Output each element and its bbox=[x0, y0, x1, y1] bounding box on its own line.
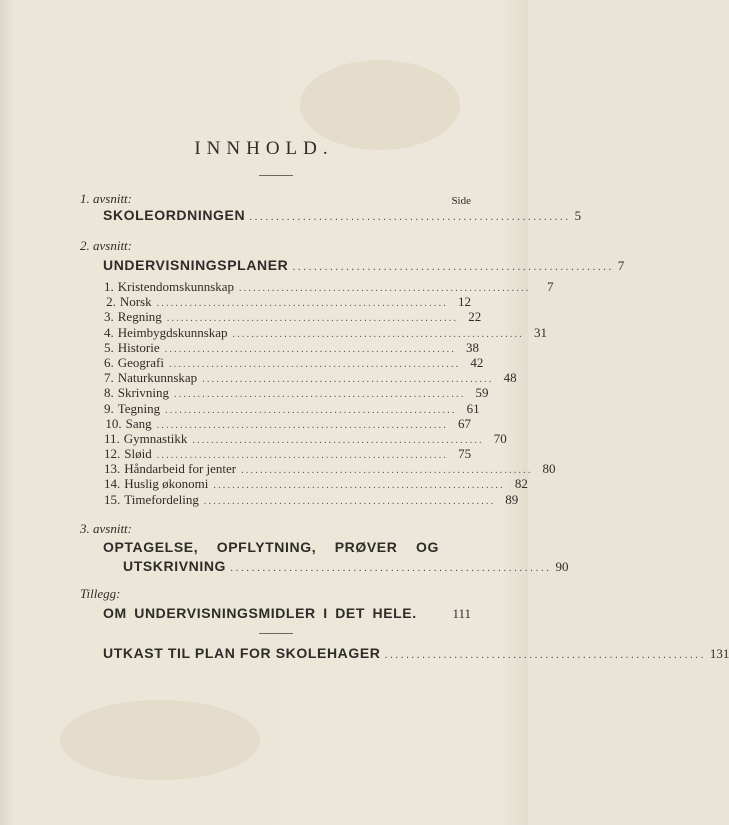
subject-page: 22 bbox=[468, 309, 482, 325]
subject-number: 2. bbox=[106, 294, 116, 310]
side-column-label: Side bbox=[451, 195, 471, 207]
toc-entry-subject[interactable] bbox=[104, 294, 471, 309]
subject-label: Naturkunnskap bbox=[117, 370, 198, 386]
toc-entry-skolehager[interactable] bbox=[103, 645, 729, 662]
toc-entry-subject[interactable] bbox=[104, 339, 480, 355]
subject-number: 8. bbox=[104, 385, 114, 401]
paper-stain bbox=[60, 700, 260, 780]
page-title: INNHOLD. bbox=[194, 138, 334, 159]
section-3-page: 90 bbox=[555, 559, 569, 574]
subject-page: 82 bbox=[514, 476, 528, 492]
section-3-heading-line1: OPTAGELSE, OPFLYTNING, PRØVER OG bbox=[103, 539, 439, 555]
subject-label: Skrivning bbox=[117, 385, 170, 401]
paper-stain bbox=[300, 60, 460, 150]
section-3-heading-line2-row bbox=[123, 558, 569, 575]
toc-entry-skoleordningen[interactable] bbox=[103, 207, 582, 224]
toc-entry-subject[interactable] bbox=[104, 385, 489, 401]
section-3-heading-line2: UTSKRIVNING bbox=[123, 558, 227, 574]
toc-entry-subject[interactable] bbox=[104, 279, 554, 294]
dot-leader: ............................................................ bbox=[230, 562, 552, 574]
subject-page: 42 bbox=[470, 354, 484, 370]
subject-number: 11. bbox=[104, 430, 120, 446]
subject-number: 6. bbox=[104, 354, 114, 370]
toc-entry-subject[interactable] bbox=[104, 354, 484, 370]
toc-entry-subject[interactable] bbox=[104, 461, 556, 477]
subject-page: 38 bbox=[466, 339, 480, 355]
subject-label: Geografi bbox=[117, 354, 164, 370]
dot-leader: .............................................................. bbox=[166, 313, 459, 325]
subject-number: 14. bbox=[104, 476, 121, 492]
toc-entry-undervisningsplaner[interactable] bbox=[103, 257, 625, 274]
section-1-label: 1. avsnitt: bbox=[80, 191, 132, 206]
dot-leader: ............................................................ bbox=[249, 211, 571, 223]
subject-label: Gymnastikk bbox=[123, 430, 188, 446]
section-2-page: 7 bbox=[617, 258, 625, 273]
subject-label: Tegning bbox=[117, 400, 161, 416]
dot-leader: ............................................................ bbox=[384, 649, 706, 661]
subject-number: 3. bbox=[104, 309, 114, 325]
toc-entry-subject[interactable] bbox=[104, 476, 528, 492]
dot-leader: .............................................................. bbox=[165, 404, 457, 416]
subject-number: 4. bbox=[104, 324, 114, 340]
subject-page: 61 bbox=[466, 400, 480, 416]
utkast-page: 131 bbox=[709, 646, 729, 661]
subject-number: 7. bbox=[104, 370, 114, 386]
dot-leader: ............................................................ bbox=[292, 261, 614, 273]
toc-entry-subject[interactable] bbox=[104, 416, 471, 431]
subject-page: 89 bbox=[505, 491, 519, 507]
subject-label: Sløid bbox=[124, 446, 152, 462]
toc-entry-subject[interactable] bbox=[104, 370, 517, 386]
toc-entry-subject[interactable] bbox=[104, 446, 471, 461]
dot-leader: .............................................................. bbox=[156, 298, 448, 310]
dot-leader: .............................................................. bbox=[174, 389, 466, 401]
subject-label: Håndarbeid for jenter bbox=[124, 461, 237, 477]
subject-number: 9. bbox=[104, 400, 114, 416]
dot-leader: .............................................................. bbox=[156, 419, 448, 431]
dot-leader: .............................................................. bbox=[203, 495, 496, 507]
subject-page: 31 bbox=[533, 324, 547, 340]
subject-page: 70 bbox=[493, 430, 507, 446]
section-2-label: 2. avsnitt: bbox=[80, 238, 132, 253]
dot-leader: .............................................................. bbox=[239, 283, 531, 294]
section-1-heading: SKOLEORDNINGEN bbox=[103, 207, 246, 223]
tillegg-heading: OM UNDERVISNINGSMIDLER I DET HELE. bbox=[103, 605, 417, 621]
toc-entry-undervisningsmidler[interactable] bbox=[103, 605, 471, 622]
dot-leader: .............................................................. bbox=[241, 465, 533, 477]
subject-label: Historie bbox=[117, 339, 160, 355]
subject-page: 67 bbox=[458, 415, 471, 431]
toc-entry-subject[interactable] bbox=[104, 430, 507, 446]
subject-label: Huslig økonomi bbox=[124, 476, 209, 492]
section-1-page: 5 bbox=[574, 208, 582, 223]
subject-label: Kristendomskunnskap bbox=[117, 279, 235, 294]
subject-number: 12. bbox=[104, 446, 121, 462]
dot-leader: .............................................................. bbox=[202, 374, 494, 386]
subject-number: 13. bbox=[104, 461, 121, 477]
section-rule bbox=[259, 633, 293, 634]
subject-page: 80 bbox=[542, 461, 556, 477]
subject-list bbox=[104, 279, 556, 507]
section-3-label: 3. avsnitt: bbox=[80, 521, 132, 536]
subject-label: Regning bbox=[117, 309, 162, 325]
subject-label: Sang bbox=[125, 415, 152, 431]
subject-number: 15. bbox=[104, 491, 121, 507]
utkast-heading: UTKAST TIL PLAN FOR SKOLEHAGER bbox=[103, 645, 381, 661]
dot-leader: .............................................................. bbox=[192, 434, 484, 446]
toc-entry-subject[interactable] bbox=[104, 324, 547, 340]
tillegg-page: 111 bbox=[452, 606, 471, 621]
title-rule bbox=[259, 175, 293, 176]
toc-entry-subject[interactable] bbox=[104, 400, 480, 416]
dot-leader: .............................................................. bbox=[168, 358, 461, 370]
subject-page: 12 bbox=[458, 294, 471, 310]
dot-leader: .............................................................. bbox=[232, 328, 524, 340]
toc-entry-subject[interactable] bbox=[104, 491, 519, 507]
subject-page: 75 bbox=[458, 446, 472, 462]
subject-label: Timefordeling bbox=[124, 491, 199, 507]
subject-page: 48 bbox=[503, 370, 517, 386]
subject-label: Heimbygdskunnskap bbox=[117, 324, 228, 340]
dot-leader: .............................................................. bbox=[213, 480, 505, 492]
subject-number: 1. bbox=[104, 279, 114, 294]
dot-leader: .............................................................. bbox=[156, 450, 449, 462]
subject-number: 5. bbox=[104, 339, 114, 355]
dot-leader: .............................................................. bbox=[164, 343, 457, 355]
subject-page: 7 bbox=[546, 279, 554, 294]
toc-entry-subject[interactable] bbox=[104, 309, 482, 325]
subject-page: 59 bbox=[475, 385, 489, 401]
tillegg-label: Tillegg: bbox=[80, 586, 121, 601]
subject-number: 10. bbox=[105, 415, 122, 431]
subject-label: Norsk bbox=[119, 294, 152, 310]
section-2-heading: UNDERVISNINGSPLANER bbox=[103, 257, 289, 273]
toc-entry-optagelse[interactable] bbox=[103, 539, 569, 575]
